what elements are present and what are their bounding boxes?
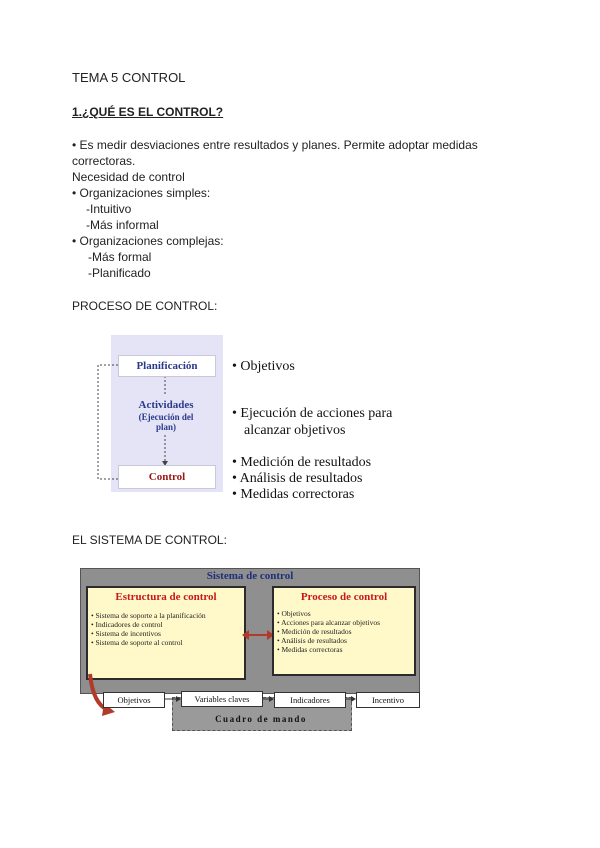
complex-item: -Planificado xyxy=(88,266,151,280)
bidirectional-arrow-icon xyxy=(242,629,274,641)
complex-item: -Más formal xyxy=(88,250,152,264)
control-box: Control xyxy=(118,465,216,489)
proceso-title: Proceso de control xyxy=(300,591,388,603)
simple-item: -Intuitivo xyxy=(86,202,132,216)
estructura-item: • Sistema de incentivos xyxy=(91,629,161,638)
complex-org-label: • Organizaciones complejas: xyxy=(72,234,224,248)
flow-arrows xyxy=(164,694,356,704)
flow-box-incentivo: Incentivo xyxy=(356,692,420,708)
proceso-item: • Medición de resultados xyxy=(277,627,352,636)
actividades-sub: plan) xyxy=(155,422,176,432)
flow-box-objetivos: Objetivos xyxy=(103,692,165,708)
planificacion-box: Planificación xyxy=(118,355,216,377)
proceso-item: • Acciones para alcanzar objetivos xyxy=(277,618,380,627)
document-title: TEMA 5 CONTROL xyxy=(72,70,186,85)
simple-org-label: • Organizaciones simples: xyxy=(72,186,211,200)
actividades-sub: (Ejecución del xyxy=(138,412,194,422)
process-bullet: • Objetivos xyxy=(232,359,295,374)
process-bullet: alcanzar objetivos xyxy=(244,423,346,438)
proceso-item: • Objetivos xyxy=(277,609,311,618)
process-bullet: • Ejecución de acciones para xyxy=(232,406,393,421)
flow-box-indicadores: Indicadores xyxy=(274,692,346,708)
process-bullet: • Análisis de resultados xyxy=(232,471,363,486)
proceso-item: • Análisis de resultados xyxy=(277,636,347,645)
simple-item: -Más informal xyxy=(86,218,159,232)
cuadro-de-mando-label: Cuadro de mando xyxy=(215,714,307,724)
definition-text-cont: correctoras. xyxy=(72,154,136,168)
estructura-panel xyxy=(86,586,246,680)
actividades-box xyxy=(118,395,214,435)
proceso-item: • Medidas correctoras xyxy=(277,645,343,654)
process-bullet: • Medición de resultados xyxy=(232,455,372,470)
actividades-label: Actividades xyxy=(138,399,194,411)
estructura-item: • Sistema de soporte a la planificación xyxy=(91,611,206,620)
estructura-title: Estructura de control xyxy=(115,591,217,603)
system-title: Sistema de control xyxy=(206,570,294,582)
proceso-panel xyxy=(272,586,416,676)
process-bullet: • Medidas correctoras xyxy=(232,487,355,502)
flow-box-variables: Variables claves xyxy=(181,691,263,707)
system-heading: EL SISTEMA DE CONTROL: xyxy=(72,533,227,547)
estructura-item: • Indicadores de control xyxy=(91,620,163,629)
process-heading: PROCESO DE CONTROL: xyxy=(72,299,218,313)
estructura-item: • Sistema de soporte al control xyxy=(91,638,183,647)
definition-text: • Es medir desviaciones entre resultados y planes. Permite adoptar medidas xyxy=(72,138,478,152)
section-heading: 1.¿QUÉ ES EL CONTROL? xyxy=(72,105,224,119)
necesidad-label: Necesidad de control xyxy=(72,170,185,184)
